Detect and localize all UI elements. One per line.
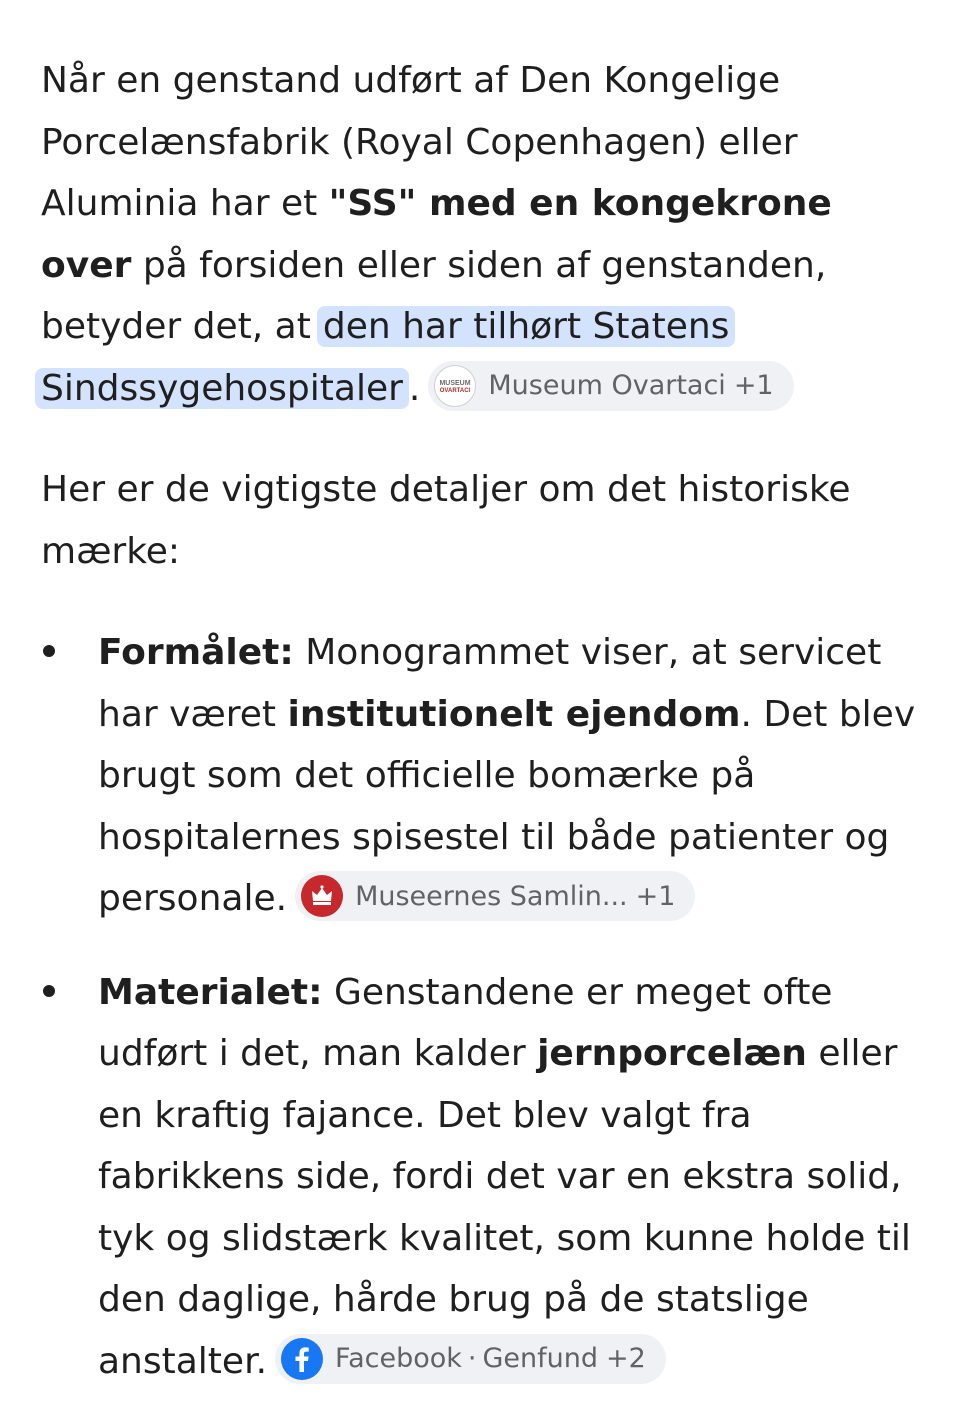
bullet-bold: institutionelt ejendom	[287, 693, 741, 735]
details-list	[41, 622, 920, 1392]
source-chip-facebook-genfund[interactable]	[275, 1334, 666, 1384]
chip-label: Museum Ovartaci	[488, 370, 726, 401]
chip-separator: ·	[467, 1343, 477, 1374]
intro-text-2: på forsiden eller siden af genstanden, betyder det, at	[41, 244, 827, 347]
source-chip-museernes-samlinger[interactable]	[295, 871, 695, 921]
facebook-icon	[281, 1338, 323, 1380]
bullet-text-1: Monogrammet viser, at servicet har været	[98, 632, 882, 735]
chip-label: Museernes Samlin...	[355, 880, 628, 912]
chip-more-count: +1	[733, 370, 774, 401]
intro-text-1: Når en genstand udført af Den Kongelige Porcelænsfabrik (Royal Copenhagen) eller Aluminia har et	[41, 60, 798, 224]
source-chip-museum-ovartaci[interactable]	[428, 361, 793, 411]
chip-label-2: Genfund	[482, 1343, 598, 1374]
bullet-text-2: eller en kraftig fajance. Det blev valgt fra fabrikkens side, fordi det var en ekstra solid, tyk og slidstærk kvalitet, som kunne holde til den daglige, hårde brug på de statslige anstalter.	[98, 1033, 911, 1382]
details-intro: Her er de vigtigste detaljer om det historiske mærke:	[41, 469, 851, 572]
bullet-title: Formålet:	[98, 632, 294, 673]
bullet-text-1: Genstandene er meget ofte udført i det, man kalder	[98, 971, 833, 1074]
chip-more-count: +2	[606, 1343, 646, 1374]
logo-text-top: MUSEUM	[439, 379, 471, 387]
list-item	[41, 622, 920, 930]
intro-end: .	[408, 367, 421, 409]
list-item	[41, 962, 920, 1393]
bullet-dot	[43, 645, 55, 657]
chip-more-count: +1	[635, 880, 676, 912]
chip-label: Facebook	[335, 1343, 462, 1374]
crown-icon	[301, 875, 343, 917]
bullet-dot	[43, 985, 55, 997]
museum-ovartaci-logo-icon	[434, 365, 476, 407]
intro-bold-mark: "SS" med en kongekrone over	[41, 183, 832, 286]
bullet-bold: jernporcelæn	[537, 1033, 807, 1074]
logo-text-bottom: OVARTACI	[440, 387, 471, 394]
highlighted-claim-line-1[interactable]: den har tilhørt Statens	[317, 306, 736, 347]
bullet-title: Materialet:	[98, 971, 323, 1013]
intro-paragraph	[41, 50, 920, 419]
bullet-text-2: . Det blev brugt som det officielle bomærke på hospitalernes spisestel til både patienter og personale.	[98, 693, 916, 919]
highlighted-claim-line-2[interactable]: Sindssygehospitaler	[35, 368, 409, 409]
